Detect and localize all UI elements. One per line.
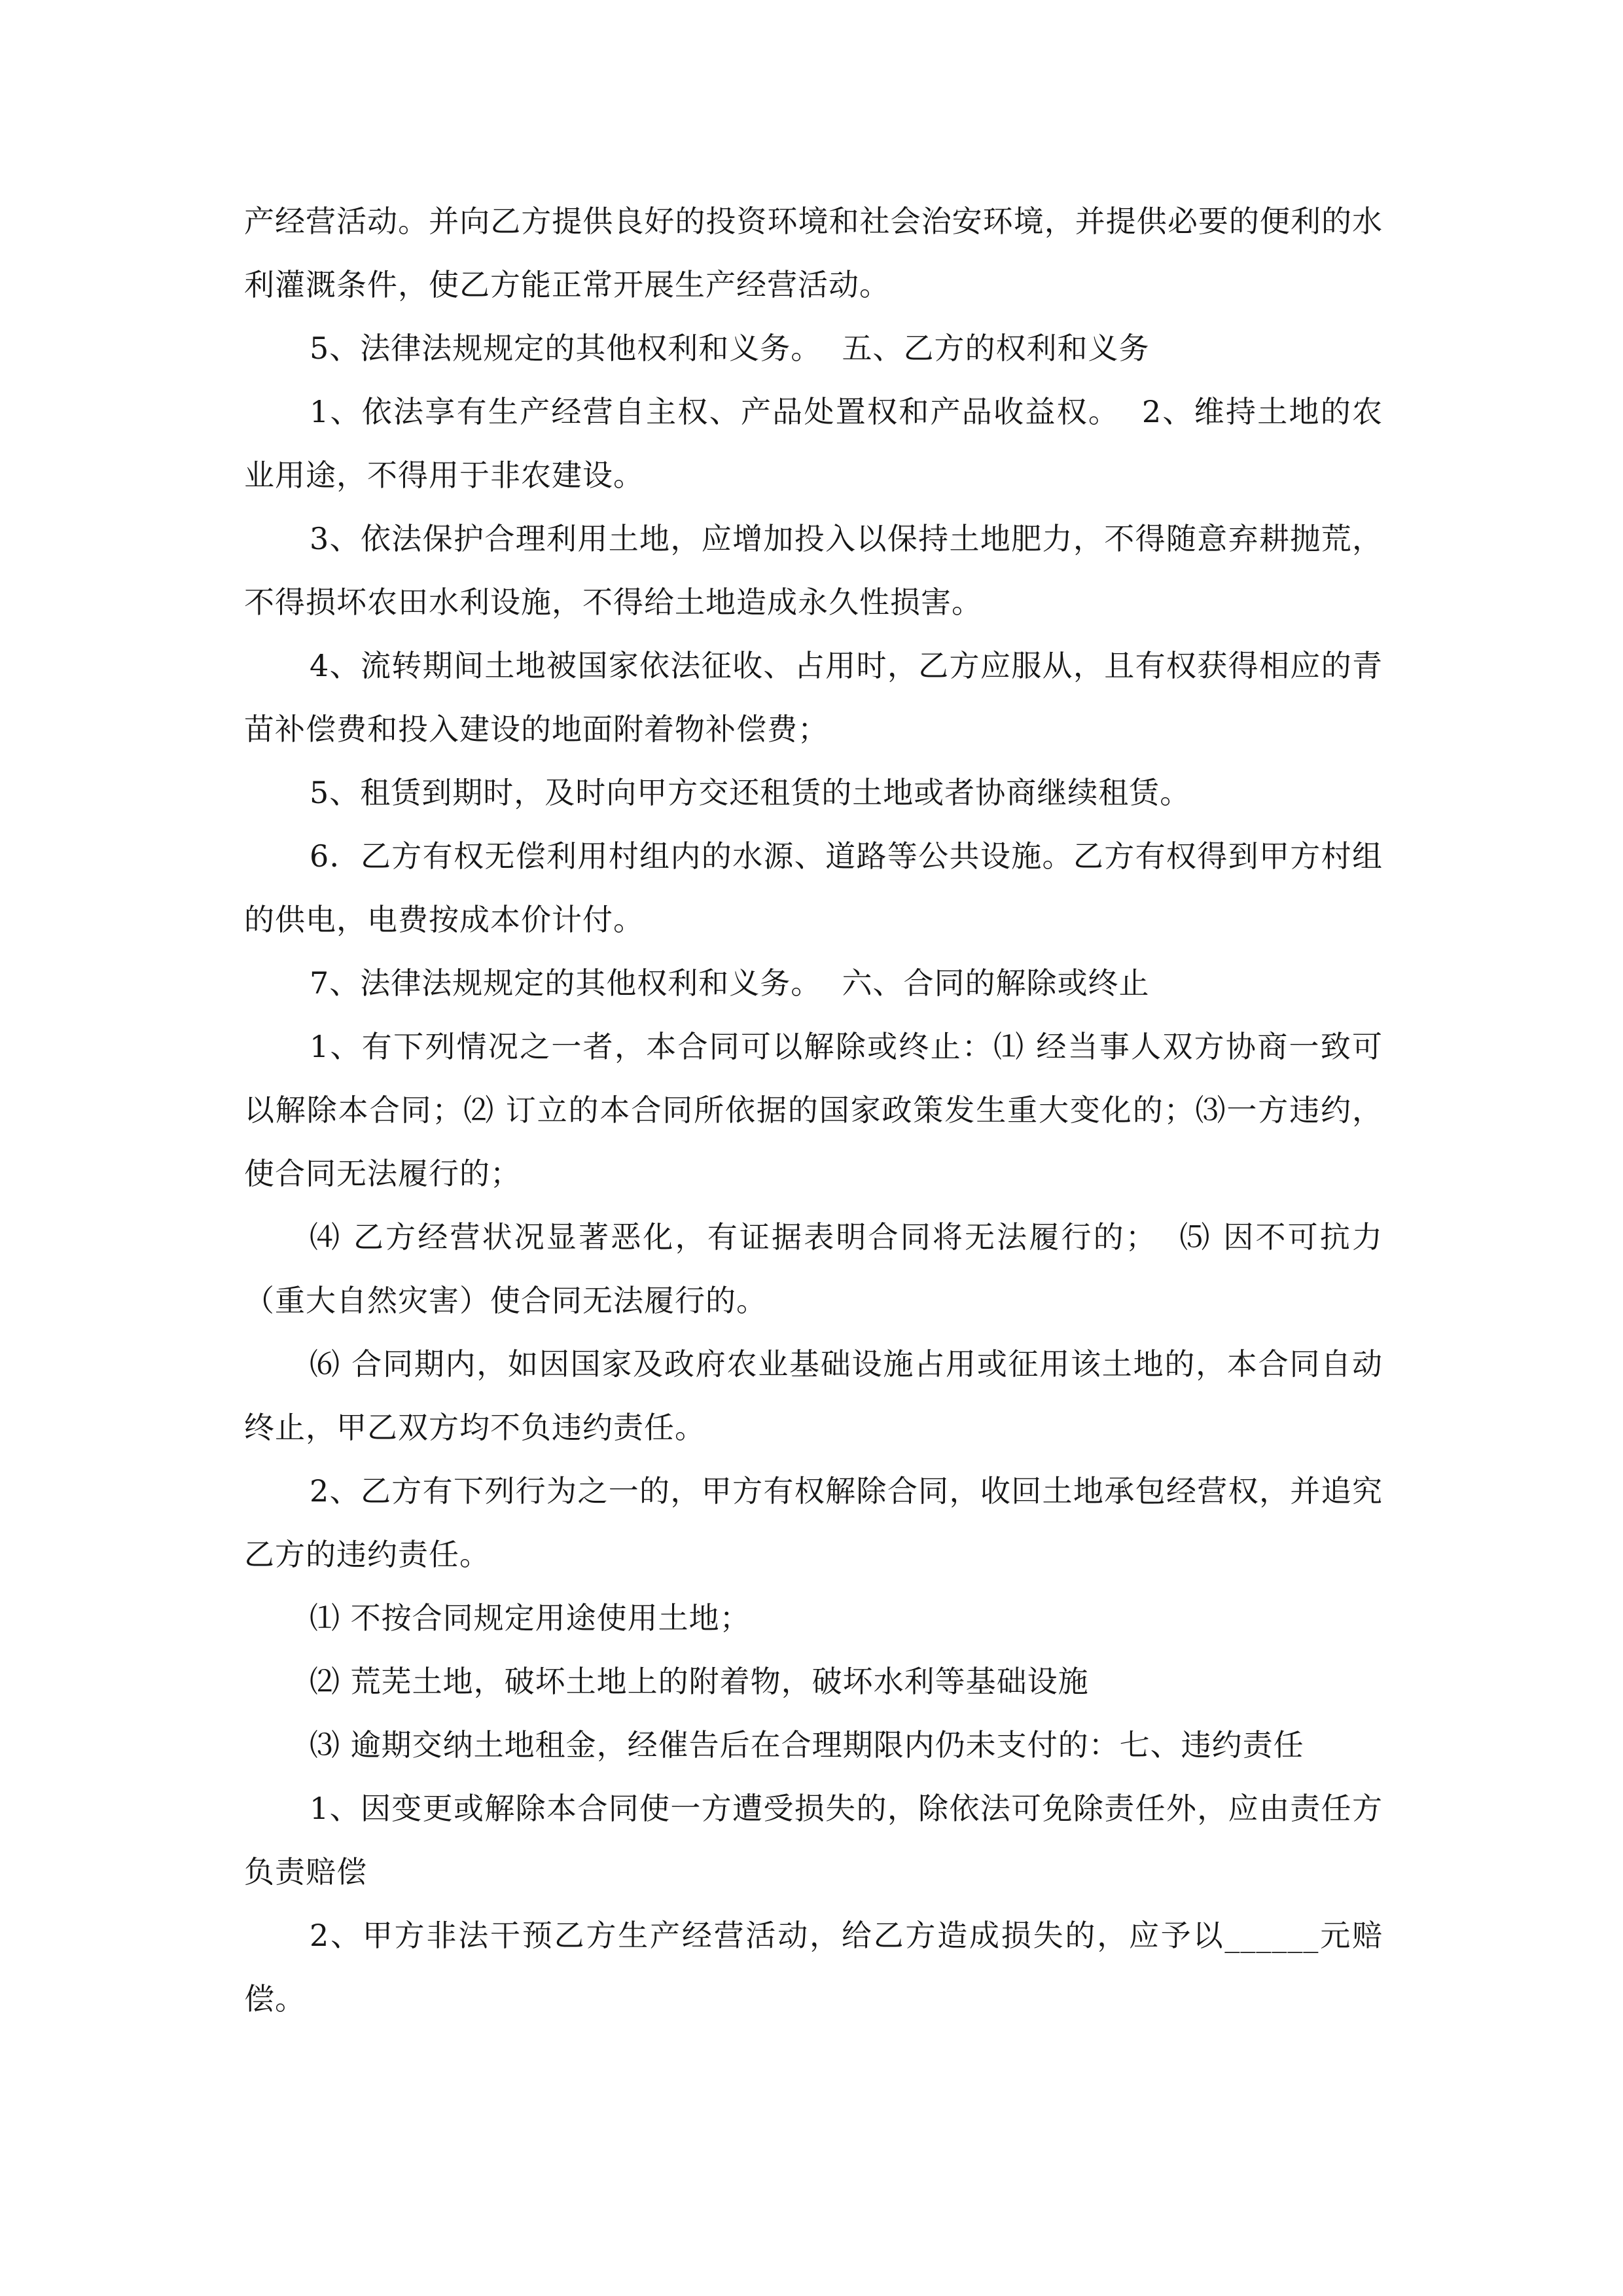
paragraph-10: ⑷ 乙方经营状况显著恶化，有证据表明合同将无法履行的； ⑸ 因不可抗力（重大自然灾害）使合同无法履行的。 [244, 1219, 1383, 1318]
paragraph-12: 2、乙方有下列行为之一的，甲方有权解除合同，收回土地承包经营权，并追究乙方的违约责任。 [244, 1473, 1383, 1572]
paragraph-2: 5、法律法规规定的其他权利和义务。 五、乙方的权利和义务 [310, 331, 1150, 366]
paragraph-16: 1、因变更或解除本合同使一方遭受损失的，除依法可免除责任外，应由责任方负责赔偿 [244, 1791, 1383, 1890]
paragraph-5: 4、流转期间土地被国家依法征收、占用时，乙方应服从，且有权获得相应的青苗补偿费和投入建设的地面附着物补偿费； [244, 648, 1383, 747]
paragraph-6: 5、租赁到期时，及时向甲方交还租赁的土地或者协商继续租赁。 [310, 775, 1191, 810]
paragraph-15: ⑶ 逾期交纳土地租金，经催告后在合理期限内仍未支付的：七、违约责任 [310, 1727, 1304, 1763]
paragraph-14: ⑵ 荒芜土地，破坏土地上的附着物，破坏水利等基础设施 [310, 1664, 1089, 1699]
paragraph-3: 1、依法享有生产经营自主权、产品处置权和产品收益权。 2、维持土地的农业用途，不得用于非农建设。 [244, 394, 1383, 493]
paragraph-11: ⑹ 合同期内，如因国家及政府农业基础设施占用或征用该土地的，本合同自动终止，甲乙双方均不负违约责任。 [244, 1346, 1383, 1445]
paragraph-7: 6．乙方有权无偿利用村组内的水源、道路等公共设施。乙方有权得到甲方村组的供电，电费按成本价计付。 [244, 838, 1383, 937]
paragraph-1: 产经营活动。并向乙方提供良好的投资环境和社会治安环境，并提供必要的便利的水利灌溉条件，使乙方能正常开展生产经营活动。 [244, 204, 1383, 302]
paragraph-13: ⑴ 不按合同规定用途使用土地； [310, 1600, 751, 1636]
paragraph-4: 3、依法保护合理利用土地，应增加投入以保持土地肥力，不得随意弃耕抛荒，不得损坏农田水利设施，不得给土地造成永久性损害。 [244, 521, 1383, 620]
paragraph-8: 7、法律法规规定的其他权利和义务。 六、合同的解除或终止 [310, 965, 1150, 1001]
paragraph-9: 1、有下列情况之一者，本合同可以解除或终止：⑴ 经当事人双方协商一致可以解除本合同；⑵ 订立的本合同所依据的国家政策发生重大变化的；⑶一方违约，使合同无法履行的； [244, 1029, 1383, 1191]
document-body [244, 190, 1383, 2031]
paragraph-17: 2、甲方非法干预乙方生产经营活动，给乙方造成损失的，应予以______元赔偿。 [244, 1918, 1383, 2017]
